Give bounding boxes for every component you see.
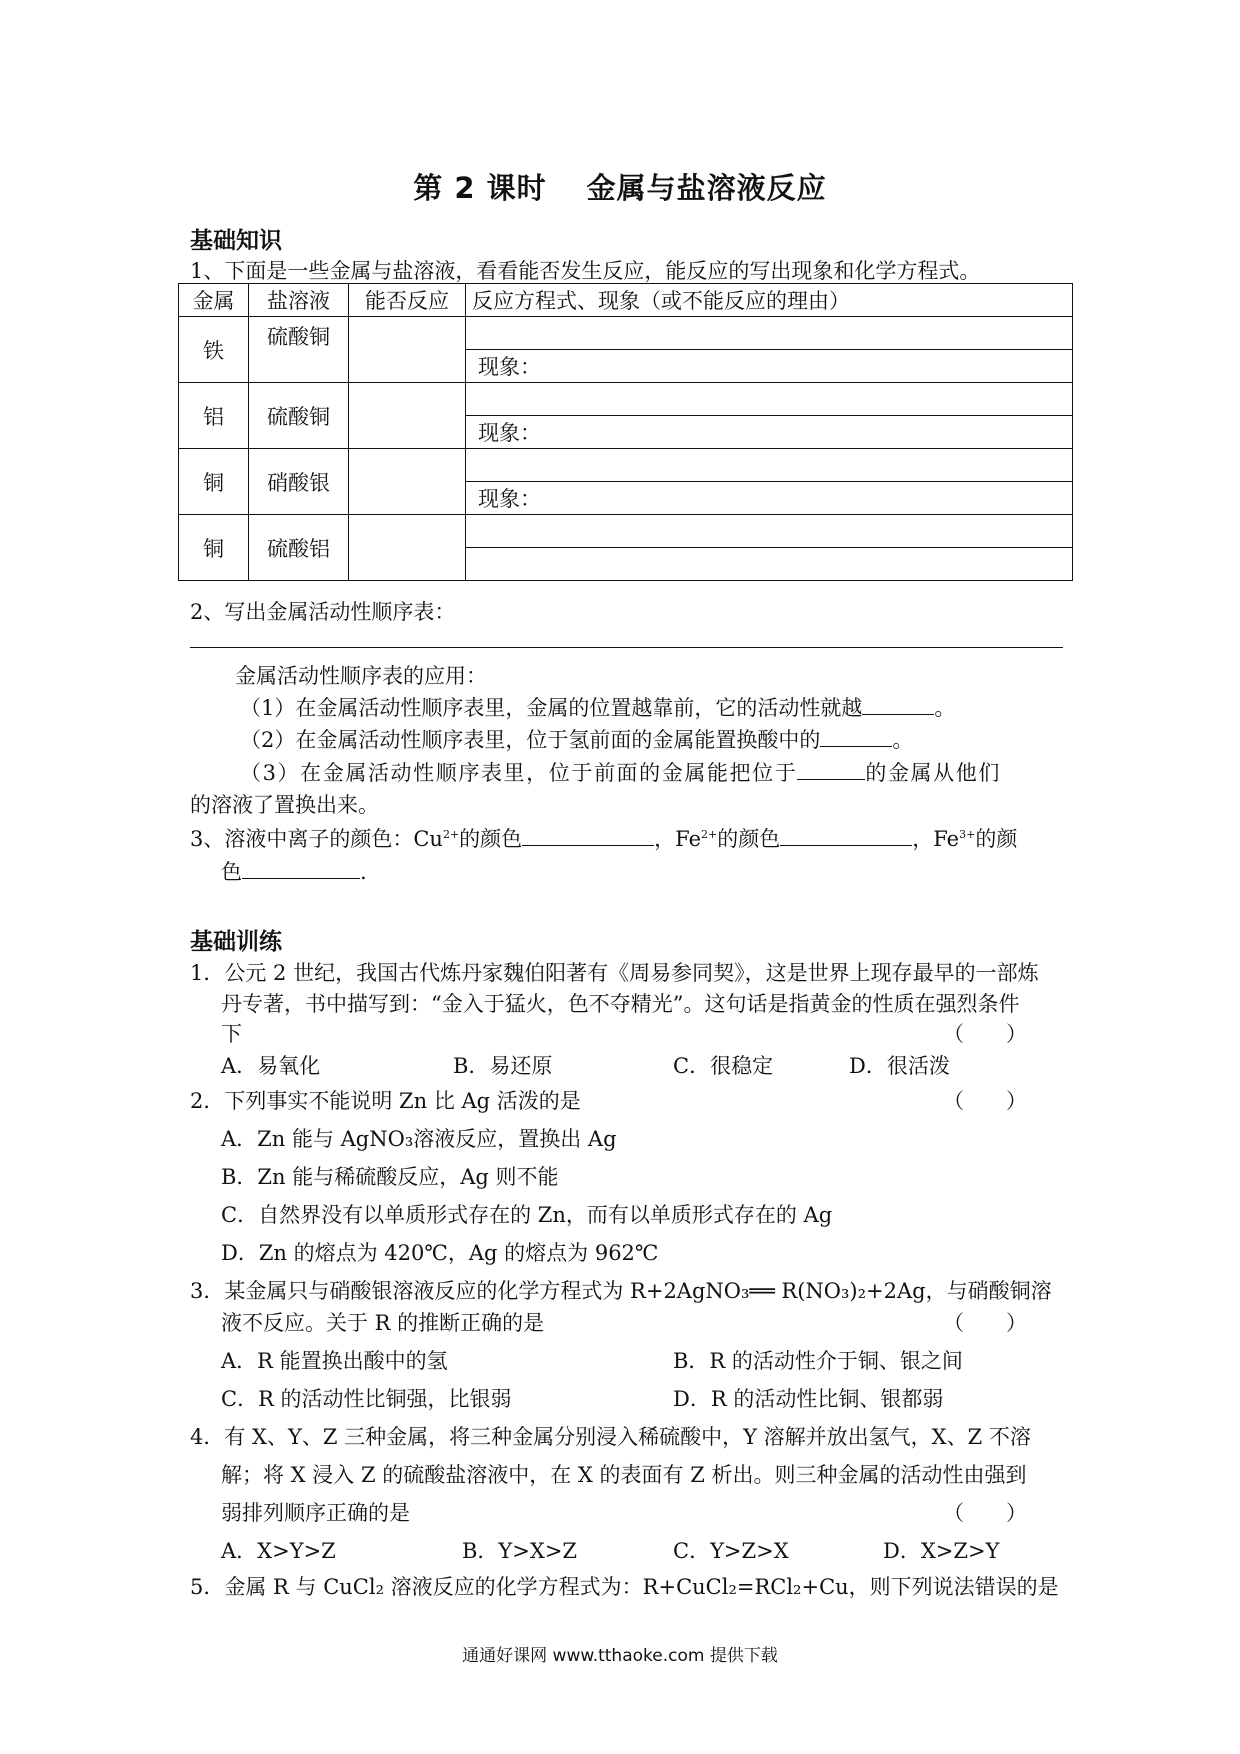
q3-text: ，Fe <box>654 827 702 851</box>
table-row <box>179 449 1073 482</box>
option-c[interactable]: C．R 的活动性比铜强，比银弱 <box>221 1387 512 1411</box>
blank-field[interactable] <box>242 858 360 879</box>
option-d[interactable]: D．很活泼 <box>849 1054 950 1078</box>
exercise-1-line-1: 1．公元 2 世纪，我国古代炼丹家魏伯阳著有《周易参同契》，这是世界上现存最早的一部炼 <box>190 961 1039 985</box>
cell-can-react[interactable] <box>349 317 466 383</box>
application-2-end: 。 <box>892 728 914 752</box>
cu-charge: 2+ <box>442 828 460 841</box>
application-1 <box>240 692 955 722</box>
header-metal: 金属 <box>179 284 249 317</box>
page-footer: 通通好课网 www.tthaoke.com 提供下载 <box>462 1646 778 1666</box>
table-row <box>179 515 1073 548</box>
q3-text: 3、溶液中离子的颜色：Cu <box>190 827 443 851</box>
application-1-end: 。 <box>934 696 956 720</box>
cell-phenomenon[interactable] <box>466 482 1073 515</box>
option-b[interactable]: B．R 的活动性介于铜、银之间 <box>673 1349 963 1373</box>
answer-paren[interactable]: （ ） <box>943 1311 1027 1335</box>
cell-metal: 铜 <box>179 515 249 581</box>
header-salt: 盐溶液 <box>249 284 349 317</box>
question-1-intro: 1、下面是一些金属与盐溶液，看看能否发生反应，能反应的写出现象和化学方程式。 <box>190 259 981 283</box>
cell-can-react[interactable] <box>349 449 466 515</box>
cell-can-react[interactable] <box>349 515 466 581</box>
application-3 <box>240 757 1001 787</box>
answer-paren[interactable]: （ ） <box>943 1089 1027 1113</box>
question-2: 2、写出金属活动性顺序表： <box>190 600 456 624</box>
q3-text: 的颜色 <box>717 827 781 851</box>
header-can-react: 能否反应 <box>349 284 466 317</box>
option-d[interactable]: D．X>Z>Y <box>883 1539 1000 1563</box>
reaction-table <box>178 283 1073 581</box>
application-2 <box>240 724 913 754</box>
application-3-text-2: 的金属从他们 <box>865 761 1001 785</box>
q3-text: 的颜色 <box>459 827 523 851</box>
q3-text: . <box>360 860 367 884</box>
cell-can-react[interactable] <box>349 383 466 449</box>
cell-metal: 铝 <box>179 383 249 449</box>
blank-field[interactable] <box>522 825 654 846</box>
cell-metal: 铁 <box>179 317 249 383</box>
section-basic-knowledge: 基础知识 <box>190 228 282 254</box>
blank-field[interactable] <box>820 726 892 747</box>
exercise-3-line-1: 3．某金属只与硝酸银溶液反应的化学方程式为 R+2AgNO₃══ R(NO₃)₂+2Ag，与硝酸铜溶 <box>190 1279 1052 1303</box>
option-c[interactable]: C．很稳定 <box>673 1054 774 1078</box>
option-c[interactable]: C．自然界没有以单质形式存在的 Zn，而有以单质形式存在的 Ag <box>221 1203 833 1227</box>
title-topic: 金属与盐溶液反应 <box>586 171 827 205</box>
exercise-1-line-3: 下 <box>221 1022 242 1046</box>
cell-metal: 铜 <box>179 449 249 515</box>
answer-paren[interactable]: （ ） <box>943 1501 1027 1525</box>
phenomenon-label: 现象： <box>478 421 541 445</box>
phenomenon-label: 现象： <box>478 487 541 511</box>
table-row <box>179 317 1073 350</box>
application-1-text: （1）在金属活动性顺序表里，金属的位置越靠前，它的活动性就越 <box>240 696 863 720</box>
question-3-cont <box>221 856 367 886</box>
cell-equation[interactable] <box>466 515 1073 548</box>
cell-equation[interactable] <box>466 449 1073 482</box>
option-d[interactable]: D．Zn 的熔点为 420℃，Ag 的熔点为 962℃ <box>221 1241 659 1265</box>
cell-phenomenon[interactable] <box>466 416 1073 449</box>
exercise-1-line-2: 丹专著，书中描写到：“金入于猛火，色不夺精光”。这句话是指黄金的性质在强烈条件 <box>221 992 1020 1016</box>
question-3 <box>190 823 1017 853</box>
page-title <box>0 166 1240 207</box>
application-3-cont: 的溶液了置换出来。 <box>190 793 379 817</box>
option-a[interactable]: A．Zn 能与 AgNO₃溶液反应，置换出 Ag <box>221 1127 617 1151</box>
option-b[interactable]: B．易还原 <box>453 1054 553 1078</box>
cell-salt: 硝酸银 <box>249 449 349 515</box>
fe2-charge: 2+ <box>701 828 718 841</box>
title-lesson: 第 2 课时 <box>413 171 547 205</box>
blank-field[interactable] <box>862 694 934 715</box>
cell-phenomenon[interactable] <box>466 350 1073 383</box>
exercise-5-line-1: 5．金属 R 与 CuCl₂ 溶液反应的化学方程式为：R+CuCl₂=RCl₂+Cu，则下列说法错误的是 <box>190 1575 1059 1599</box>
blank-field[interactable] <box>797 759 865 780</box>
exercise-4-line-3: 弱排列顺序正确的是 <box>221 1501 410 1525</box>
option-b[interactable]: B．Zn 能与稀硫酸反应，Ag 则不能 <box>221 1165 559 1189</box>
fe3-charge: 3+ <box>959 828 976 841</box>
option-c[interactable]: C．Y>Z>X <box>673 1539 789 1563</box>
option-b[interactable]: B．Y>X>Z <box>462 1539 578 1563</box>
q3-text: 的颜 <box>975 827 1018 851</box>
option-d[interactable]: D．R 的活动性比铜、银都弱 <box>673 1387 944 1411</box>
application-2-text: （2）在金属活动性顺序表里，位于氢前面的金属能置换酸中的 <box>240 728 821 752</box>
answer-paren[interactable]: （ ） <box>943 1022 1027 1046</box>
exercise-3-line-2: 液不反应。关于 R 的推断正确的是 <box>221 1311 545 1335</box>
phenomenon-label: 现象： <box>478 355 541 379</box>
exercise-4-line-2: 解；将 X 浸入 Z 的硫酸盐溶液中，在 X 的表面有 Z 析出。则三种金属的活动性由强到 <box>221 1463 1027 1487</box>
table-header-row <box>179 284 1073 317</box>
cell-salt: 硫酸铜 <box>249 317 349 383</box>
exercise-2-line-1: 2．下列事实不能说明 Zn 比 Ag 活泼的是 <box>190 1089 581 1113</box>
application-3-text: （3）在金属活动性顺序表里，位于前面的金属能把位于 <box>240 761 798 785</box>
answer-line[interactable] <box>190 647 1063 648</box>
option-a[interactable]: A．易氧化 <box>221 1054 321 1078</box>
option-a[interactable]: A．R 能置换出酸中的氢 <box>221 1349 448 1373</box>
option-a[interactable]: A．X>Y>Z <box>221 1539 336 1563</box>
application-title: 金属活动性顺序表的应用： <box>235 664 487 688</box>
section-basic-training: 基础训练 <box>190 929 282 955</box>
cell-equation[interactable] <box>466 383 1073 416</box>
cell-phenomenon[interactable] <box>466 548 1073 581</box>
header-equation: 反应方程式、现象（或不能反应的理由） <box>466 284 1073 317</box>
cell-salt: 硫酸铜 <box>249 383 349 449</box>
exercise-4-line-1: 4．有 X、Y、Z 三种金属，将三种金属分别浸入稀硫酸中，Y 溶解并放出氢气，X、Z 不溶 <box>190 1425 1031 1449</box>
cell-salt: 硫酸铝 <box>249 515 349 581</box>
q3-text: 色 <box>221 860 242 884</box>
q3-text: ，Fe <box>912 827 960 851</box>
table-row <box>179 383 1073 416</box>
cell-equation[interactable] <box>466 317 1073 350</box>
blank-field[interactable] <box>780 825 912 846</box>
